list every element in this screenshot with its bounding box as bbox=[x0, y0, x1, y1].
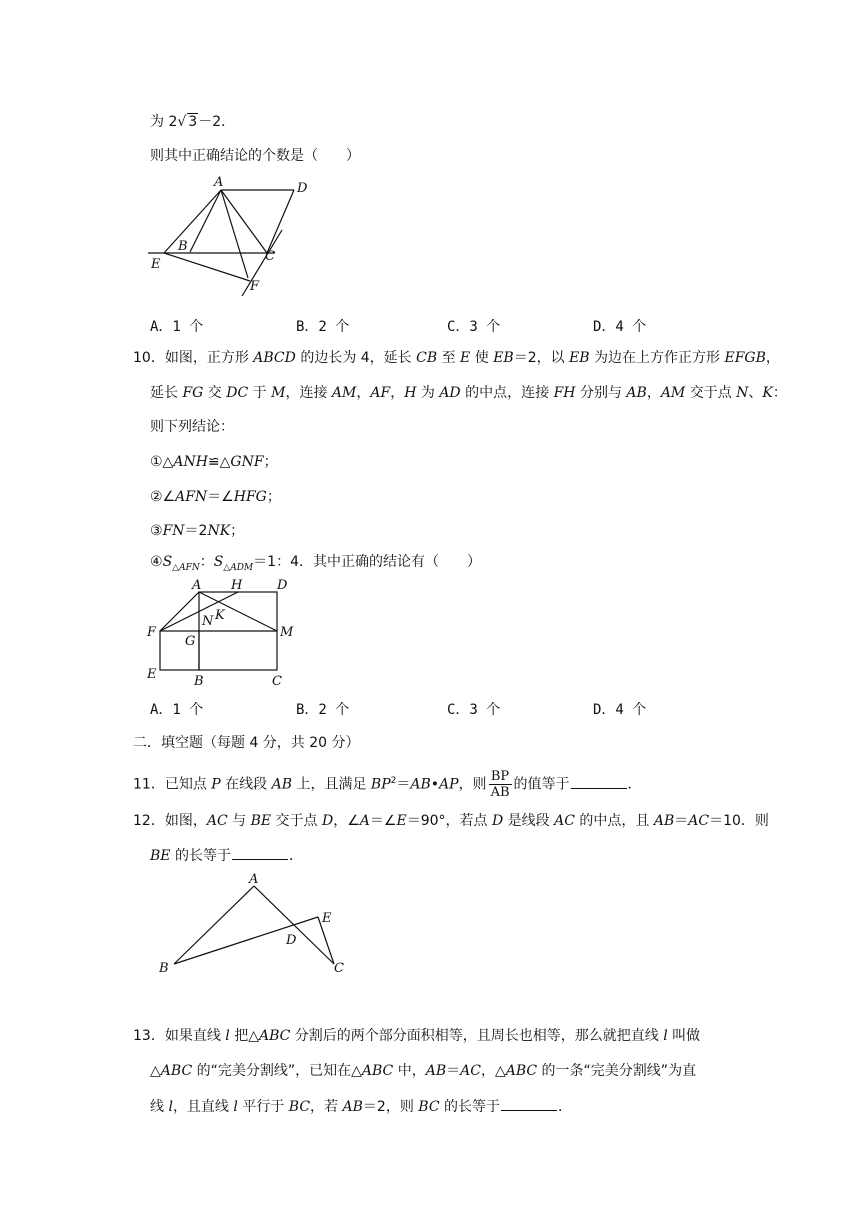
q12-label-B: B bbox=[159, 961, 169, 976]
q10-label-K: K bbox=[215, 608, 225, 623]
q9-line-AF bbox=[221, 190, 248, 278]
q12-figure bbox=[150, 870, 360, 980]
q13-answer-blank[interactable] bbox=[501, 1096, 557, 1111]
q11-answer-blank[interactable] bbox=[571, 774, 627, 789]
section-fill-in-heading: 二．填空题（每题 4 分，共 20 分） bbox=[133, 735, 360, 751]
q9-radicand: 3 bbox=[188, 114, 198, 130]
q10-label-D: D bbox=[277, 578, 288, 593]
q10-option-b[interactable]: B．2 个 bbox=[296, 702, 350, 718]
q9-label-F: F bbox=[250, 279, 260, 294]
q9-label-A: A bbox=[214, 175, 224, 190]
q9-label-D: D bbox=[297, 181, 308, 196]
q9-line-EF bbox=[164, 253, 250, 281]
q10-line-AF bbox=[160, 592, 199, 631]
q10-option-c[interactable]: C．3 个 bbox=[447, 702, 501, 718]
q10-option-a[interactable]: A．1 个 bbox=[150, 702, 204, 718]
q9-prompt: 则其中正确结论的个数是（ ） bbox=[150, 148, 360, 164]
q10-line3: 则下列结论： bbox=[150, 419, 234, 435]
q10-label-N: N bbox=[202, 614, 214, 629]
q12-line1: 12．如图，AC 与 BE 交于点 D，∠A＝∠E＝90°，若点 D 是线段 AC 的中点，且 AB＝AC＝10．则 bbox=[133, 813, 769, 829]
q10-conclusion-1: ①△ANH≌△GNF； bbox=[150, 454, 278, 470]
q10-label-M: M bbox=[280, 625, 294, 640]
q10-label-F: F bbox=[147, 625, 157, 640]
q12-answer-blank[interactable] bbox=[232, 845, 288, 860]
q9-option-d[interactable]: D．4 个 bbox=[593, 319, 647, 335]
q9-label-B: B bbox=[178, 239, 188, 254]
q9-line-DC bbox=[267, 190, 294, 253]
q10-line1: 10．如图，正方形 ABCD 的边长为 4，延长 CB 至 E 使 EB＝2，以 EB 为边在上方作正方形 EFGB， bbox=[133, 350, 780, 366]
q9-cont-prefix: 为 2 bbox=[150, 114, 178, 130]
q10-conclusion-3: ③FN＝2NK； bbox=[150, 523, 245, 539]
q9-label-C: C bbox=[265, 249, 275, 264]
q9-option-b[interactable]: B．2 个 bbox=[296, 319, 350, 335]
q11-text: 11．已知点 P 在线段 AB 上，且满足 $BP^2=AB•AP$，则 $\frac{BP}{AB}$ 的值等于 ． bbox=[133, 769, 642, 801]
q10-line2: 延长 FG 交 DC 于 M，连接 AM，AF，H 为 AD 的中点，连接 FH 分别与 AB，AM 交于点 N、K： bbox=[150, 385, 787, 401]
q9-option-c[interactable]: C．3 个 bbox=[447, 319, 501, 335]
q12-line-AB bbox=[174, 886, 254, 964]
q10-label-A: A bbox=[192, 578, 202, 593]
q9-cont-suffix: －2． bbox=[198, 114, 236, 130]
q10-option-d[interactable]: D．4 个 bbox=[593, 702, 647, 718]
q9-line-AC bbox=[221, 190, 267, 253]
q12-label-D: D bbox=[286, 933, 297, 948]
q9-option-a[interactable]: A．1 个 bbox=[150, 319, 204, 335]
q12-line2: BE 的长等于 ． bbox=[150, 845, 303, 866]
q9-continuation: 为 2√ 3－2． bbox=[150, 114, 236, 130]
q10-label-E: E bbox=[147, 667, 157, 682]
q10-conclusion-2: ②∠AFN＝∠HFG； bbox=[150, 489, 281, 505]
q10-label-B: B bbox=[194, 674, 204, 689]
q12-label-A: A bbox=[249, 872, 259, 887]
q9-line-AB bbox=[190, 190, 221, 252]
q10-label-H: H bbox=[231, 578, 243, 593]
q13-line2: △ABC 的“完美分割线”，已知在△ABC 中，AB＝AC，△ABC 的一条“完美分割线”为直 bbox=[150, 1063, 697, 1079]
q9-line-CF bbox=[242, 230, 282, 296]
q9-figure bbox=[140, 170, 340, 300]
q13-line1: 13．如果直线 l 把△ABC 分割后的两个部分面积相等，且周长也相等，那么就把直线 l 叫做 bbox=[133, 1028, 701, 1044]
q9-label-E: E bbox=[151, 257, 161, 272]
q10-label-G: G bbox=[185, 634, 196, 649]
q10-label-C: C bbox=[272, 674, 282, 689]
q10-conclusion-4: $④S_{\triangle AFN}$：$S_{\triangle ADM}=1$：4．其中正确的结论有（ ） bbox=[150, 554, 481, 573]
q12-label-C: C bbox=[334, 961, 344, 976]
q10-figure bbox=[140, 574, 310, 690]
q12-label-E: E bbox=[322, 911, 332, 926]
q13-line3: 线 l，且直线 l 平行于 BC，若 AB＝2，则 BC 的长等于 ． bbox=[150, 1096, 572, 1117]
q11-fraction: $\frac{BP}{AB}$ bbox=[490, 769, 510, 801]
q9-line-AE bbox=[164, 190, 221, 253]
